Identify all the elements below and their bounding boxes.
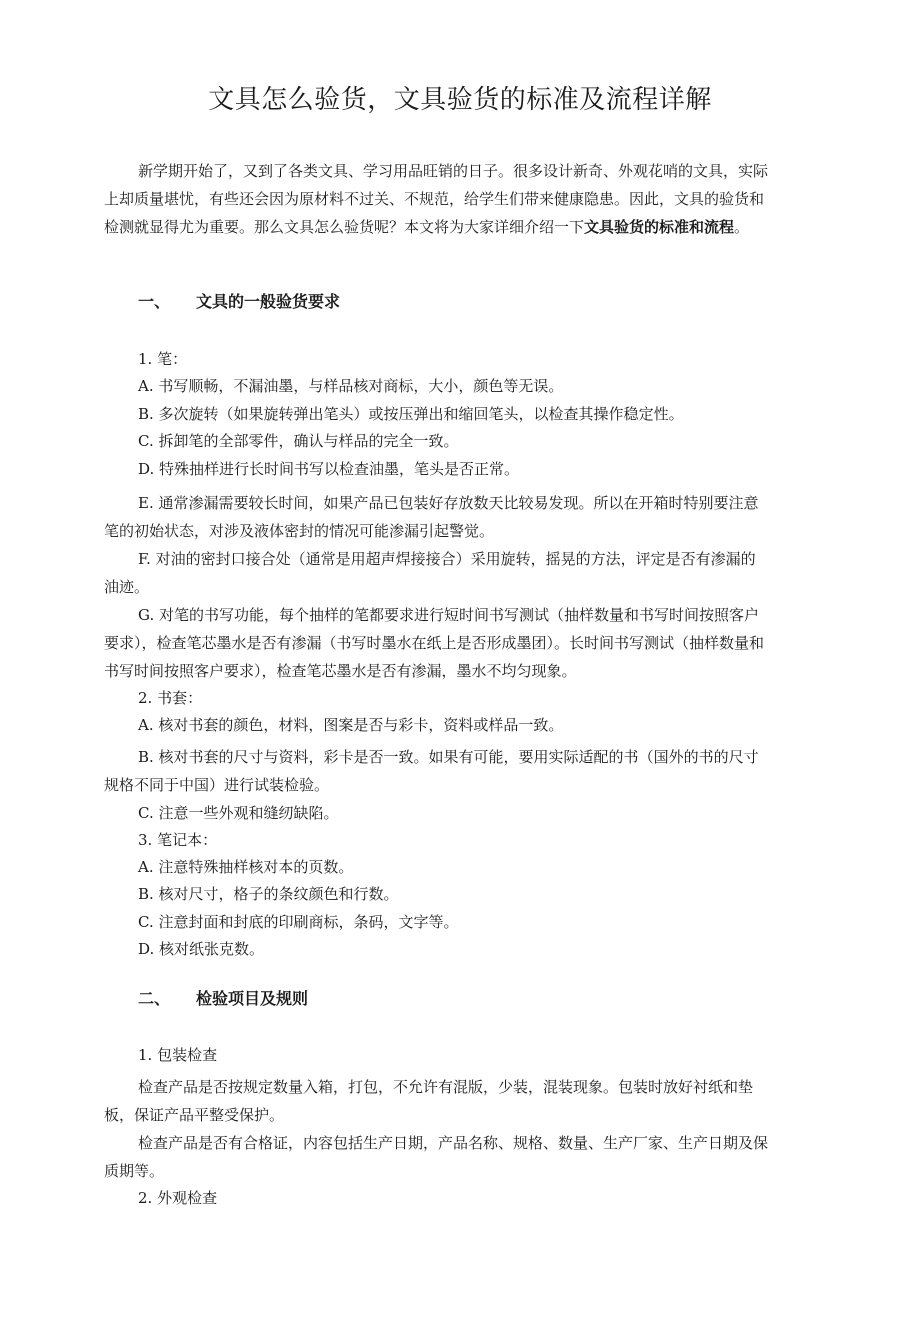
notebook-item-a: A. 注意特殊抽样核对本的页数。 (138, 858, 354, 876)
section-2-heading (138, 985, 308, 1013)
section-1-title: 文具的一般验货要求 (196, 292, 341, 311)
cover-label: 2. 书套： (138, 689, 203, 707)
pack-paragraph-2 (104, 1129, 768, 1185)
section-2-title: 检验项目及规则 (196, 989, 309, 1008)
intro-text: 新学期开始了，又到了各类文具、学习用品旺销的日子。很多设计新奇、外观花哨的文具，实际上却质量堪忧，有些还会因为原材料不过关、不规范，给学生们带来健康隐患。因此，文具的验货和检测就显得尤为重要。那么文具怎么验货呢？本文将为大家详细介绍一下 (104, 162, 769, 236)
pack-paragraph-2-text: 检查产品是否有合格证，内容包括生产日期，产品名称、规格、数量、生产厂家、生产日期及保质期等。 (104, 1134, 769, 1180)
pen-item-b: B. 多次旋转（如果旋转弹出笔头）或按压弹出和缩回笔头，以检查其操作稳定性。 (138, 405, 684, 423)
pen-item-d: D. 特殊抽样进行长时间书写以检查油墨，笔头是否正常。 (138, 460, 520, 478)
appearance-label: 2. 外观检查 (138, 1189, 218, 1207)
cover-item-a: A. 核对书套的颜色，材料，图案是否与彩卡，资料或样品一致。 (138, 716, 564, 734)
pen-item-a: A. 书写顺畅，不漏油墨，与样品核对商标，大小，颜色等无误。 (138, 377, 564, 395)
notebook-item-b: B. 核对尺寸，格子的条纹颜色和行数。 (138, 885, 399, 903)
section-1-number: 一、 (138, 292, 171, 311)
pen-item-g (104, 601, 768, 685)
intro-bold-text: 文具验货的标准和流程 (584, 218, 735, 236)
pen-item-f (104, 545, 768, 601)
pen-item-e (104, 489, 768, 545)
pen-item-c: C. 拆卸笔的全部零件，确认与样品的完全一致。 (138, 432, 459, 450)
notebook-item-c: C. 注意封面和封底的印刷商标，条码，文字等。 (138, 913, 459, 931)
cover-item-c: C. 注意一些外观和缝纫缺陷。 (138, 804, 339, 822)
pack-label: 1. 包装检查 (138, 1046, 218, 1064)
notebook-label: 3. 笔记本： (138, 831, 218, 849)
page-title: 文具怎么验货，文具验货的标准及流程详解 (208, 85, 712, 115)
pack-paragraph-1 (104, 1073, 768, 1129)
intro-tail: 。 (734, 218, 750, 236)
cover-item-b (104, 743, 768, 799)
cover-item-b-text: B. 核对书套的尺寸与资料，彩卡是否一致。如果有可能，要用实际适配的书（国外的书的尺寸规格不同于中国）进行试装检验。 (104, 748, 759, 794)
pen-item-f-text: F. 对油的密封口接合处（通常是用超声焊接接合）采用旋转，摇晃的方法，评定是否有渗漏的油迹。 (104, 550, 756, 596)
section-2-number: 二、 (138, 989, 171, 1008)
pack-paragraph-1-text: 检查产品是否按规定数量入箱，打包，不允许有混版，少装，混装现象。包装时放好衬纸和垫板，保证产品平整受保护。 (104, 1078, 754, 1124)
section-1-heading (138, 288, 340, 316)
notebook-item-d: D. 核对纸张克数。 (138, 940, 265, 958)
intro-paragraph (104, 157, 768, 241)
pen-label: 1. 笔： (138, 350, 188, 368)
pen-item-g-text: G. 对笔的书写功能，每个抽样的笔都要求进行短时间书写测试（抽样数量和书写时间按照客户要求），检查笔芯墨水是否有渗漏（书写时墨水在纸上是否形成墨团）。长时间书写测试（抽样数量和书写时间按照客户要求），检查笔芯墨水是否有渗漏，墨水不均匀现象。 (104, 606, 765, 680)
pen-item-e-text: E. 通常渗漏需要较长时间，如果产品已包装好存放数天比较易发现。所以在开箱时特别要注意笔的初始状态，对涉及液体密封的情况可能渗漏引起警觉。 (104, 494, 759, 540)
